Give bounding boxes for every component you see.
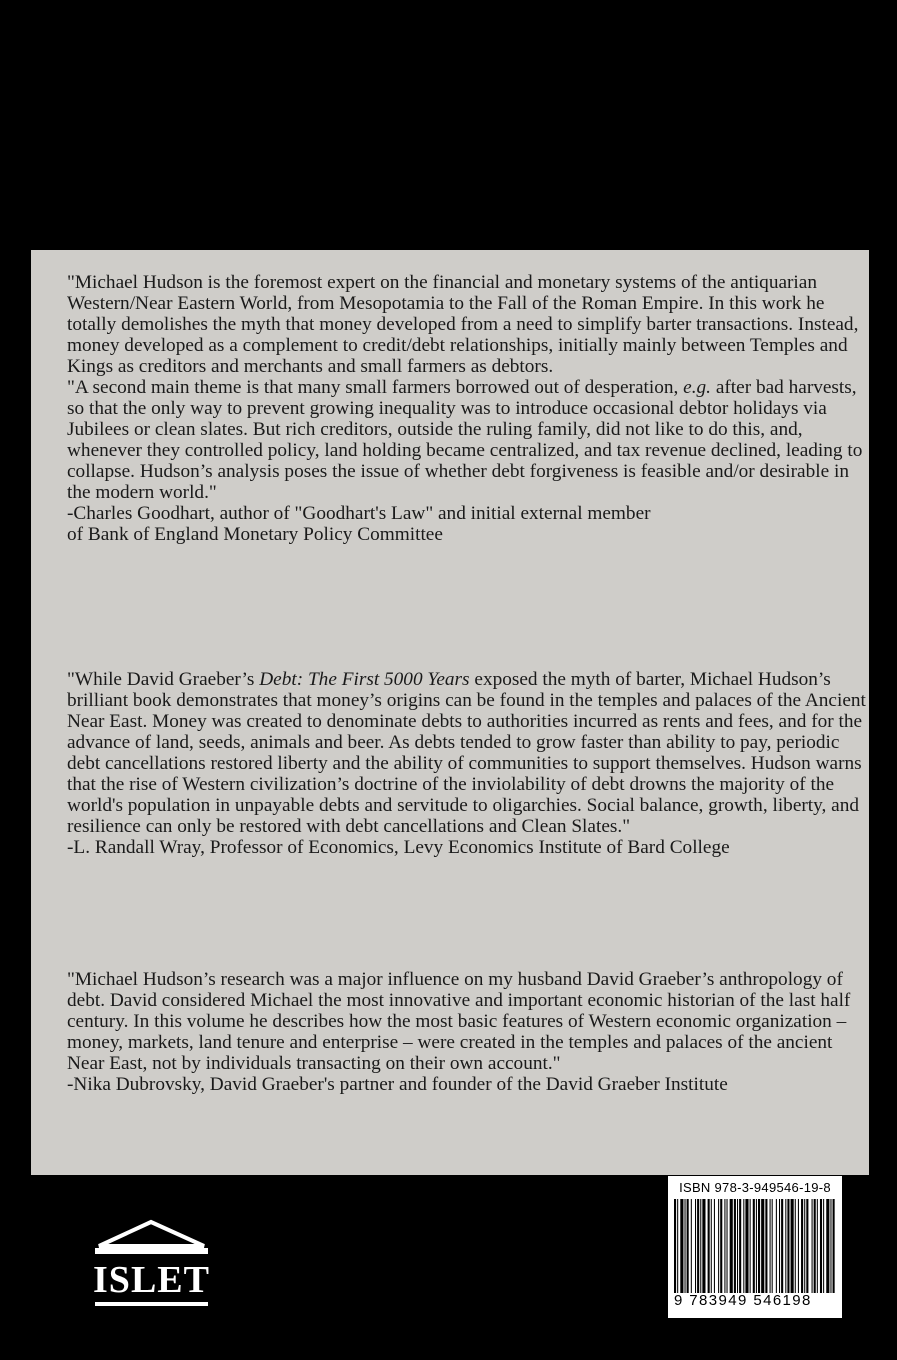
barcode	[668, 1176, 842, 1318]
blurb-dubrovsky-attribution: -Nika Dubrovsky, David Graeber's partner and founder of the David Graeber Institute	[67, 1074, 728, 1095]
blurb-panel	[31, 250, 869, 1175]
blurb-goodhart-paragraph-2-start: "A second main theme is that many small farmers borrowed out of desperation,	[67, 377, 684, 398]
blurb-goodhart-eg: e.g.	[683, 377, 711, 398]
blurb-goodhart-attribution-1: -Charles Goodhart, author of "Goodhart's Law" and initial external member	[67, 503, 651, 524]
blurb-goodhart-paragraph-1: "Michael Hudson is the foremost expert on the financial and monetary systems of the antiquarian Western/Near Eastern World, from Mesopotamia to the Fall of the Roman Empire. In this work he totally demolishes the myth that money developed from a need to simplify barter transactions. Instead, money developed as a complement to credit/debt relationships, initially mainly between Temples and Kings as creditors and merchants and small farmers as debtors.	[67, 272, 859, 377]
blurb-wray-text: exposed the myth of barter, Michael Hudson’s brilliant book demonstrates that money’s origins can be found in the temples and palaces of the Ancient Near East. Money was created to denominate debts to authorities incurred as rents and fees, and for the advance of land, seeds, animals and beer. As debts tended to grow faster than ability to pay, periodic debt cancellations restored liberty and the ability of communities to support themselves. Hudson warns that the rise of Western civilization’s doctrine of the inviolability of debt drowns the majority of the world's population in unpayable debts and servitude to oligarchies. Social balance, growth, liberty, and resilience can only be restored with debt cancellations and Clean Slates."	[67, 669, 866, 837]
blurb-goodhart-attribution-2: of Bank of England Monetary Policy Committee	[67, 524, 443, 545]
blurb-wray	[67, 669, 867, 858]
isbn-digits: 9 783949 546198	[674, 1293, 836, 1309]
blurb-goodhart	[67, 272, 867, 545]
blurb-goodhart-paragraph-2	[67, 377, 867, 503]
blurb-wray-attribution: -L. Randall Wray, Professor of Economics, Levy Economics Institute of Bard College	[67, 837, 730, 858]
publisher-logo-text: ISLET	[93, 1259, 210, 1301]
isbn-label: ISBN 978-3-949546-19-8	[679, 1180, 831, 1195]
publisher-logo	[85, 1218, 218, 1310]
blurb-wray-intro: "While David Graeber’s	[67, 669, 260, 690]
barcode-bars-icon	[674, 1199, 836, 1297]
blurb-goodhart-paragraph-2-rest: after bad harvests, so that the only way to prevent growing inequality was to introduce occasional debtor holidays via Jubilees or clean slates. But rich creditors, outside the ruling family, did not like to do this, and, whenever they controlled policy, land holding became centralized, and tax revenue declined, leading to collapse. Hudson’s analysis poses the issue of whether debt forgiveness is feasible and/or desirable in the modern world."	[67, 377, 863, 503]
blurb-wray-book-title: Debt: The First 5000 Years	[259, 669, 470, 690]
blurb-dubrovsky	[67, 969, 867, 1095]
blurb-wray-body	[67, 669, 867, 837]
blurb-dubrovsky-body: "Michael Hudson’s research was a major influence on my husband David Graeber’s anthropology of debt. David considered Michael the most innovative and important economic historian of the last half century. In this volume he describes how the most basic features of Western economic organization – money, markets, land tenure and enterprise – were created in the temples and palaces of the ancient Near East, not by individuals transacting on their own account."	[67, 969, 851, 1074]
